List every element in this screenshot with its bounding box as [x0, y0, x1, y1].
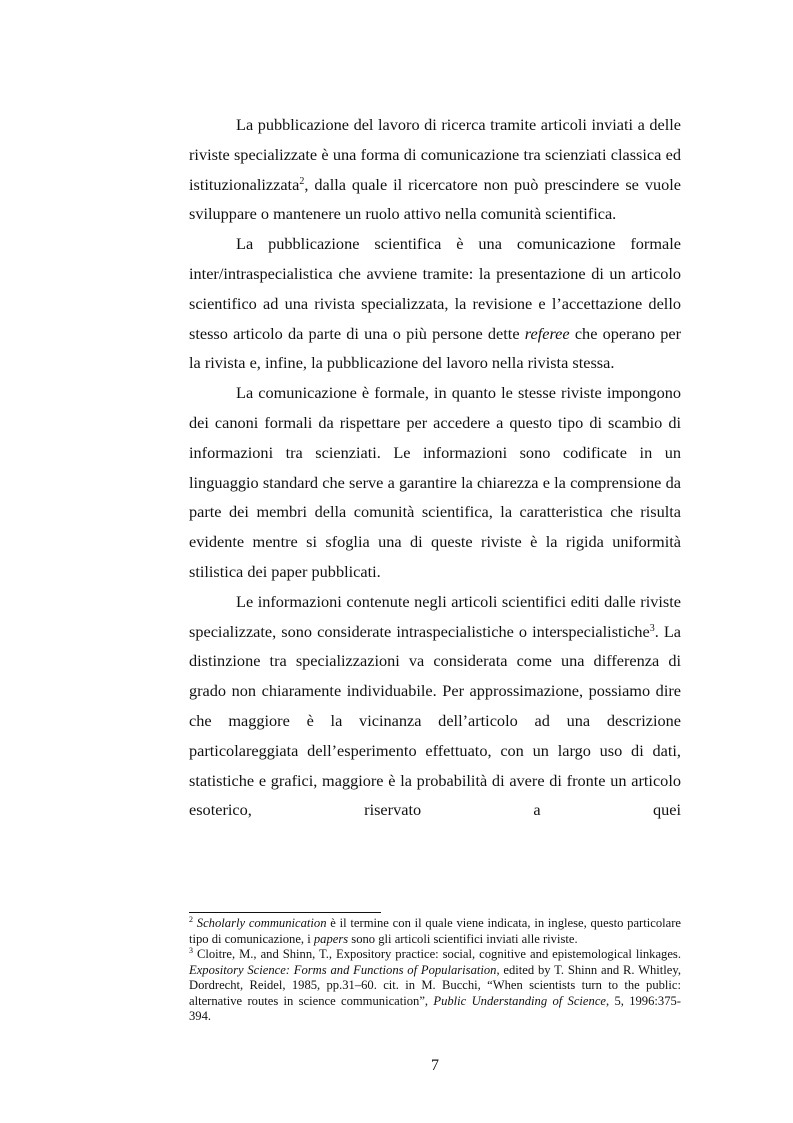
footnote-ref-3: 3	[649, 622, 655, 634]
footnote-2: $^2$ Scholarly communication è il termine con il quale viene indicata, in inglese, questo particolare tipo di comunicazione, i papers sono gli articoli scientifici inviati alle riviste.	[189, 915, 682, 946]
footnotes	[189, 916, 681, 1025]
body-text	[189, 110, 681, 825]
italic-term-referee: referee	[524, 323, 570, 343]
paragraph-1: La pubblicazione del lavoro di ricerca tramite articoli inviati a delle riviste specializzate è una forma di comunicazione tra scienziati classica ed istituzionalizzata$^2$, dalla quale il ricercatore non può prescindere se vuole sviluppare o mantenere un ruolo attivo nella comunità scientifica.	[189, 115, 681, 224]
paragraph-2: La pubblicazione scientifica è una comunicazione formale inter/intraspecialistica che avviene tramite: la presentazione di un articolo scientifico ad una rivista specializzata, la revisione e l’accettazione dello stesso articolo da parte di una o più persone dette referee che operano per la rivista e, infine, la pubblicazione del lavoro nella rivista stessa.	[189, 234, 682, 373]
page-number: 7	[431, 1057, 439, 1074]
footnote-marker: 2	[189, 915, 193, 924]
footnote-ref-2: 2	[299, 175, 305, 187]
paragraph-3: La comunicazione è formale, in quanto le stesse riviste impongono dei canoni formali da rispettare per accedere a questo tipo di scambio di informazioni tra scienziati. Le informazioni sono codificate in un linguaggio standard che serve a garantire la chiarezza e la comprensione da parte dei membri della comunità scientifica, la caratteristica che risulta evidente mentre si sfoglia una di queste riviste è la rigida uniformità stilistica dei paper pubblicati.	[189, 383, 681, 581]
footnote-3: $^3$ Cloitre, M., and Shinn, T., Expository practice: social, cognitive and epistemological linkages. Expository Science: Forms and Functions of Popularisation, edited by T. Shinn and R. Whitley, Dordrecht, Reidel, 1985, pp.31–60. cit. in M. Bucchi, “When scientists turn to the public: alternative routes in science communication”, Public Understanding of Science, 5, 1996:375-394.	[189, 946, 681, 1023]
footnote-marker: 3	[189, 946, 193, 955]
paragraph-4: Le informazioni contenute negli articoli scientifici editi dalle riviste specializzate, sono considerate intraspecialistiche o interspecialistiche$^3$. La distinzione tra specializzazioni va considerata come una differenza di grado non chiaramente individuabile. Per approssimazione, possiamo dire che maggiore è la vicinanza dell’articolo ad una descrizione particolareggiata dell’esperimento effettuato, con un largo uso di dati, statistiche e grafici, maggiore è la probabilità di avere di fronte un articolo esoterico, riservato a quei	[189, 591, 681, 820]
footnote-separator	[189, 912, 381, 913]
